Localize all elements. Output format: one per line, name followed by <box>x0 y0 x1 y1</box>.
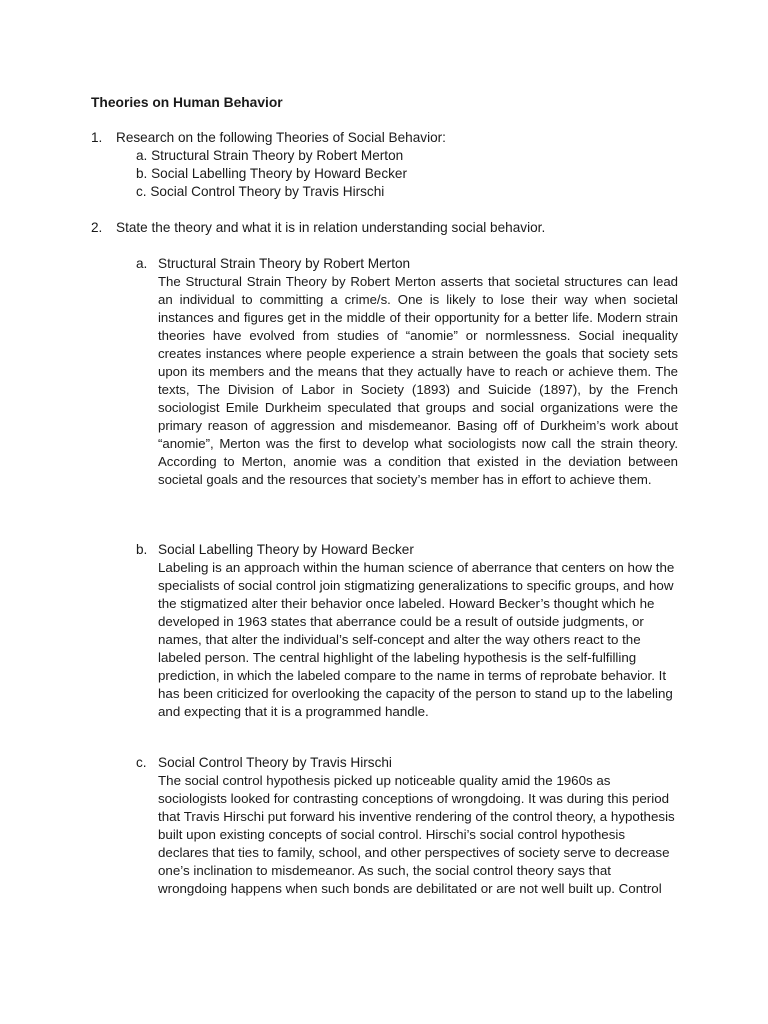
document-title: Theories on Human Behavior <box>91 95 283 110</box>
section-c-letter: c. <box>136 755 147 770</box>
item-2-number: 2. <box>91 220 103 235</box>
section-b-letter: b. <box>136 542 148 557</box>
item-2-text: State the theory and what it is in relation understanding social behavior. <box>116 220 546 235</box>
item-1-number: 1. <box>91 130 103 145</box>
section-a-letter: a. <box>136 256 148 271</box>
sublist-item: c. Social Control Theory by Travis Hirschi <box>136 184 385 199</box>
section-a-body: The Structural Strain Theory by Robert Merton asserts that societal structures can lead an individual to committing a crime/s. One is likely to lose their way when societal instances and figures get in the middle of their opportunity for a better life. Modern strain theories have evolved from studies of “anomie” or normlessness. Social inequality creates instances where people experience a strain between the goals that society sets upon its members and the means that they actually have to reach or achieve them. The texts, The Division of Labor in Society (1893) and Suicide (1897), by the French sociologist Emile Durkheim speculated that groups and social organizations were the primary reason of aggression and misdemeanor. Basing off of Durkheim’s work about “anomie”, Merton was the first to develop what sociologists now call the strain theory. According to Merton, anomie was a condition that existed in the deviation between societal goals and the resources that society’s member has in effort to achieve them. <box>158 274 678 487</box>
section-c-heading: Social Control Theory by Travis Hirschi <box>158 755 392 770</box>
section-a <box>158 255 678 489</box>
item-1-text: Research on the following Theories of Social Behavior: <box>116 130 446 145</box>
section-b-heading: Social Labelling Theory by Howard Becker <box>158 542 414 557</box>
sublist-item: a. Structural Strain Theory by Robert Merton <box>136 148 404 163</box>
section-a-heading: Structural Strain Theory by Robert Merton <box>158 256 411 271</box>
section-b-body: Labeling is an approach within the human science of aberrance that centers on how the specialists of social control join stigmatizing generalizations to specific groups, and how the stigmatized alter their behavior once labeled. Howard Becker’s thought which he developed in 1963 states that aberrance could be a result of outside judgments, or names, that alter the individual’s self-concept and alter the way others react to the labeled person. The central highlight of the labeling hypothesis is the self-fulfilling prediction, in which the labeled compare to the name in terms of reprobate behavior. It has been criticized for overlooking the capacity of the person to stand up to the labeling and expecting that it is a programmed handle. <box>158 560 675 719</box>
sublist-item: b. Social Labelling Theory by Howard Becker <box>136 166 408 181</box>
section-c-body: The social control hypothesis picked up noticeable quality amid the 1960s as sociologists looked for contrasting conceptions of wrongdoing. It was during this period that Travis Hirschi put forward his inventive rendering of the control theory, a hypothesis built upon existing concepts of social control. Hirschi’s social control hypothesis declares that ties to family, school, and other perspectives of society serve to decrease one’s inclination to misdemeanor. As such, the social control theory says that wrongdoing happens when such bonds are debilitated or are not well built up. Control <box>158 773 675 896</box>
section-b <box>158 541 678 721</box>
item-1-sublist <box>136 147 407 201</box>
section-c <box>158 754 678 898</box>
